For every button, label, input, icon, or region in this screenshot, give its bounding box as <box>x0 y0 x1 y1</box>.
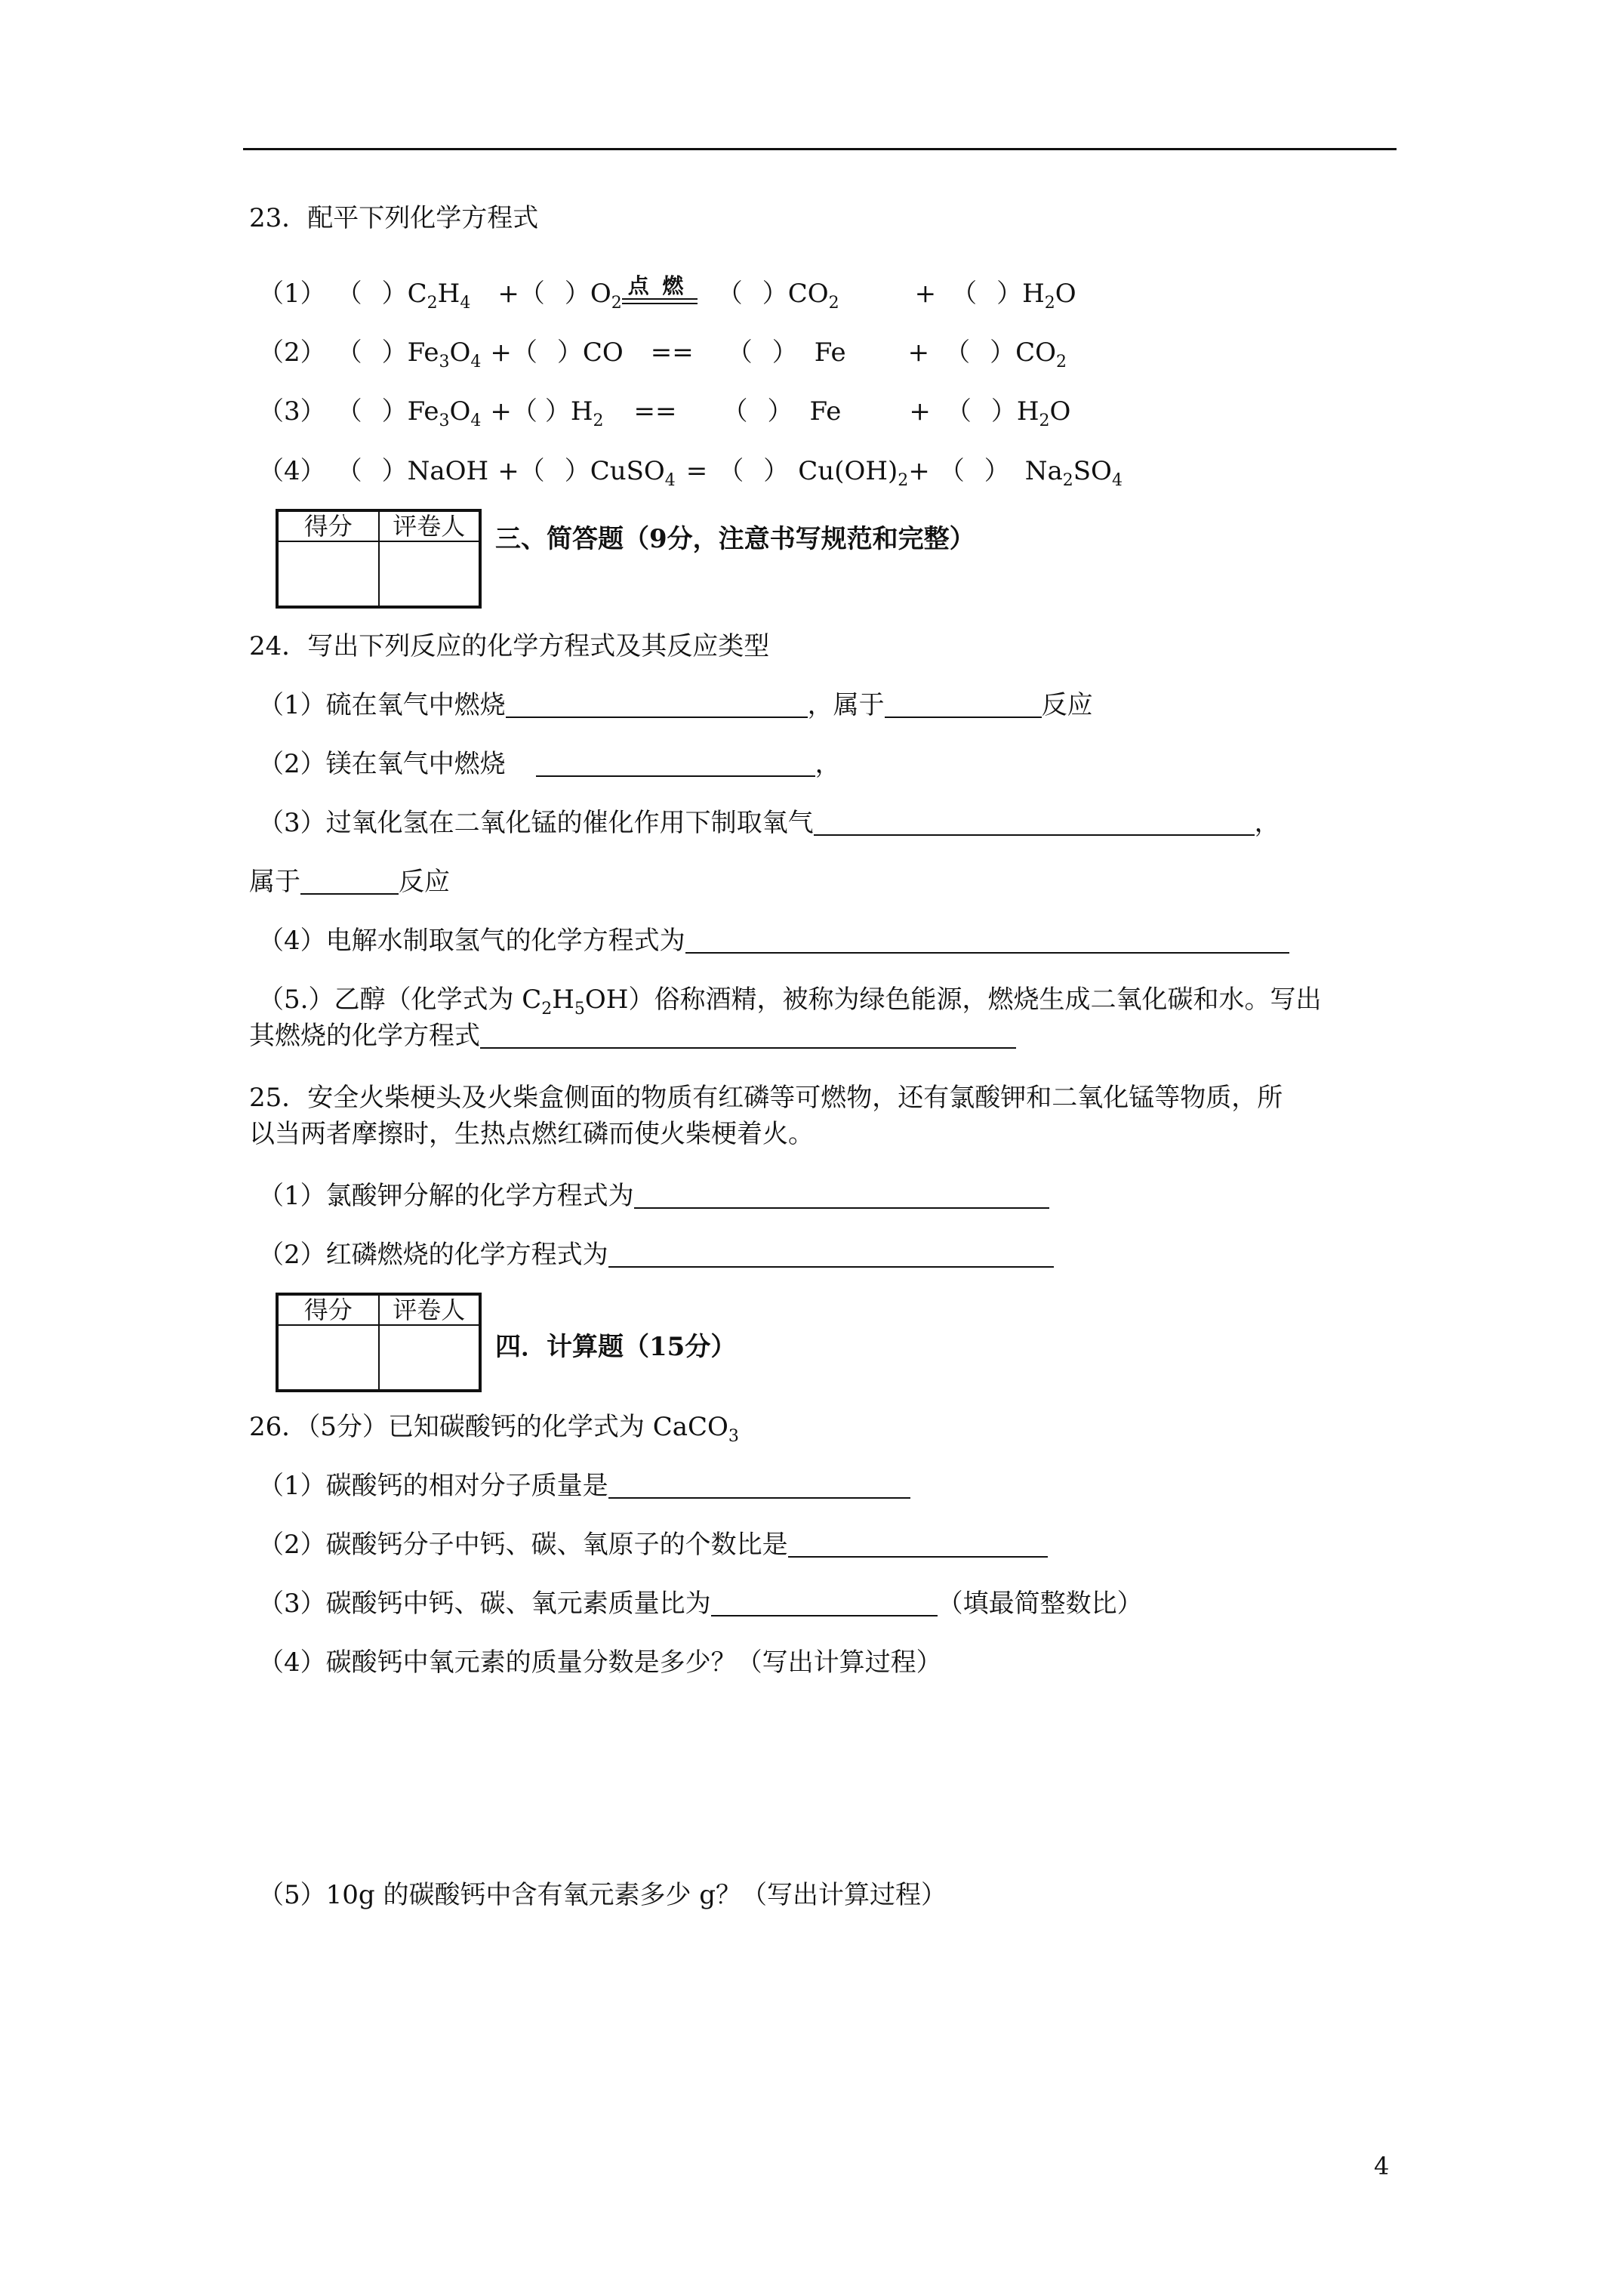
score-label: 得分 <box>277 510 379 541</box>
q23-title: 23．配平下列化学方程式 <box>249 203 539 233</box>
answer-blank[interactable] <box>685 926 1289 954</box>
header-rule <box>243 148 1397 150</box>
q23-eq4: （4） （ ）NaOH +（ ）CuSO$_4$ = （ ） $Cu(OH)_2+$ （ ） $Na_2SO_4$ <box>258 456 1123 490</box>
answer-blank[interactable] <box>480 1022 1016 1049</box>
q25-line2: 以当两者摩擦时，生热点燃红磷而使火柴梗着火。 <box>249 1119 814 1149</box>
q23-eq1: （1） （ ）$C_2H_4$ +（ ）$O_2$ 点 燃 （ ）$CO_2$ + （ ）$H_2O$ <box>258 273 1076 313</box>
answer-blank[interactable] <box>788 1530 1048 1558</box>
score-cell[interactable] <box>277 541 379 607</box>
q23-eq3: （3） （ ）$Fe_3O_4$ +（ ）$H_2$ == （ ） Fe + （ ）$H_2O$ <box>258 396 1071 430</box>
q24-title: 24．写出下列反应的化学方程式及其反应类型 <box>249 631 770 661</box>
q24-p3-cont: 属于 反应 <box>249 867 450 897</box>
q24-p2: （2）镁在氧气中燃烧 ， <box>258 749 841 779</box>
answer-blank[interactable] <box>536 750 815 777</box>
grader-label: 评卷人 <box>379 1294 481 1325</box>
q26-title: 26．（5分）已知碳酸钙的化学式为 CaCO$_3$ <box>249 1412 739 1446</box>
score-box-sec3 <box>276 509 482 609</box>
q24-p3: （3）过氧化氢在二氧化锰的催化作用下制取氧气 ， <box>258 808 1280 838</box>
q26-p4: （4）碳酸钙中氧元素的质量分数是多少？（写出计算过程） <box>258 1647 942 1678</box>
q26-p3: （3）碳酸钙中钙、碳、氧元素质量比为 （填最简整数比） <box>258 1589 1143 1619</box>
grader-cell[interactable] <box>379 541 481 607</box>
q26-p1: （1）碳酸钙的相对分子质量是 <box>258 1468 910 1504</box>
answer-blank[interactable] <box>711 1589 938 1616</box>
q25-p2: （2）红磷燃烧的化学方程式为 <box>258 1237 1054 1273</box>
answer-blank[interactable] <box>814 809 1255 836</box>
condition-ignite: 点 燃 <box>622 279 698 312</box>
q24-p5: （5.）乙醇（化学式为 $C_2H_5OH$）俗称酒精，被称为绿色能源，燃烧生成二氧化碳和水。写出 <box>258 985 1322 1019</box>
score-label: 得分 <box>277 1294 379 1325</box>
q25-line1: 25．安全火柴梗头及火柴盒侧面的物质有红磷等可燃物，还有氯酸钾和二氧化锰等物质，所 <box>249 1083 1283 1113</box>
q25-p1: （1）氯酸钾分解的化学方程式为 <box>258 1178 1049 1214</box>
q24-p5-cont: 其燃烧的化学方程式 <box>249 1018 1016 1054</box>
grader-cell[interactable] <box>379 1325 481 1391</box>
page-number: 4 <box>1374 2152 1390 2180</box>
answer-blank[interactable] <box>300 868 399 895</box>
q24-p1: （1）硫在氧气中燃烧 ，属于 反应 <box>258 690 1093 720</box>
q24-p4: （4）电解水制取氢气的化学方程式为 <box>258 923 1289 959</box>
q26-p5: （5）10g 的碳酸钙中含有氧元素多少 g？（写出计算过程） <box>258 1880 947 1910</box>
sec4-title: 四．计算题（15分） <box>495 1332 737 1362</box>
answer-blank[interactable] <box>634 1182 1049 1209</box>
answer-blank[interactable] <box>608 1472 910 1499</box>
q26-p2: （2）碳酸钙分子中钙、碳、氧原子的个数比是 <box>258 1527 1048 1563</box>
answer-blank[interactable] <box>608 1240 1054 1268</box>
answer-blank[interactable] <box>885 691 1042 718</box>
sec3-title: 三、简答题（9分，注意书写规范和完整） <box>495 524 975 554</box>
score-box-sec4 <box>276 1293 482 1392</box>
q23-eq2: （2） （ ）$Fe_3O_4$ +（ ）CO == （ ） Fe + （ ）$CO_2$ <box>258 337 1067 371</box>
grader-label: 评卷人 <box>379 510 481 541</box>
answer-blank[interactable] <box>506 691 808 718</box>
score-cell[interactable] <box>277 1325 379 1391</box>
